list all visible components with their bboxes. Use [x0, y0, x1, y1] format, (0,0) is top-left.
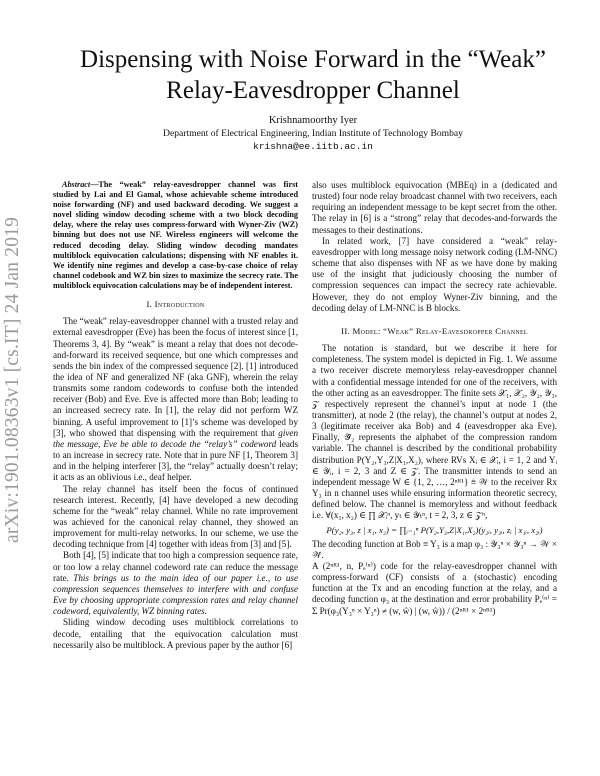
abstract-lead: Abstract	[62, 180, 91, 189]
intro-paragraph-2: The relay channel has itself been the focus of continued research interest. Recently, [4] have developed a new decoding scheme for the “weak” relay channel. While no rate improvement was achieved for the canonical relay channel, they showed an improvement for multi-relay networks. In our scheme, we use the decoding technique from [4] together with ideas from [3] and [5].	[53, 483, 298, 550]
right-column	[312, 180, 557, 617]
section-heading-model: II. Model: “Weak” Relay-Eavesdropper Channel	[341, 325, 528, 336]
code-definition-paragraph: A (2ⁿᴿ¹, n, Pₑ⁽ⁿ⁾) code for the relay-eavesdropper channel with compress-forward (CF) consists of a (stochastic) encoding function at the Tx and an encoding function at the relay, and a decoding function φ₃ at the destination and error probability Pₑ⁽ⁿ⁾ = Σ Pr(φ₃(Y₃ⁿ × Y₃ⁿ) ≠ (w, ŵ) | (w, ŵ)) / (2ⁿᴿ¹ × 2ⁿᴿ¹)	[312, 561, 557, 616]
left-column	[53, 180, 298, 651]
author-name: Krishnamoorthy Iyer	[268, 115, 358, 126]
intro-paragraph-3: Both [4], [5] indicate that too high a compression sequence rate, or too low a relay channel codeword rate can reduce the message rate. This brings us to the main idea of our paper i.e., to use compression sequences themselves to interfere with and confuse Eve by choosing appropriate compression rates and relay channel codeword, equivalently, WZ binning rates.	[53, 550, 298, 617]
related-work-paragraph: In related work, [7] have considered a “weak” relay-eavesdropper with long message noisy network coding (LM-NNC) scheme that also dispenses with NF as we have done by making use of the insight that judiciously choosing the number of compression sequences can impact the secrecy rate achievable. However, they do not employ Wyner-Ziv binning, and the decoding delay of LM-NNC is B blocks.	[312, 235, 557, 313]
abstract	[53, 180, 298, 291]
author-affiliation: Department of Electrical Engineering, Indian Institute of Technology Bombay	[163, 128, 463, 139]
intro-paragraph-4: Sliding window decoding uses multiblock correlations to decode, entailing that the equivocation calculation must necessarily also be multiblock. A previous paper by the author [6]	[53, 617, 298, 650]
channel-equation: P(y₂, y₃, z | x₁, x₂) = ∏ᵢ₌₁ⁿ P(Y₂,Y₃,Z|X₁,X₂)(y₂ᵢ, y₃ᵢ, zᵢ | x₁ᵢ, x₂ᵢ)	[326, 524, 543, 535]
intro-paragraph-continued: also uses multiblock equivocation (MBEq) in a (dedicated and trusted) four node relay broadcast channel with two receivers, each requiring an independent message to be kept secret from the other. The relay in [6] is a “strong” relay that decodes-and-forwards the messages to their destinations.	[312, 180, 557, 235]
author-email[interactable]: krishna@ee.iitb.ac.in	[253, 141, 373, 152]
section-heading-introduction: I. Introduction	[146, 299, 205, 310]
arxiv-stamp: arXiv:1901.08363v1 [cs.IT] 24 Jan 2019	[2, 216, 23, 544]
intro-paragraph-1: The “weak” relay-eavesdropper channel with a trusted relay and external eavesdropper (Eve) has been the focus of interest since [1, Theorems 3, 4]. By “weak” is meant a relay that does not decode-and-forward its received sequence, but one which compresses and sends the bin index of the compressed sequence [2]. [1] introduced the idea of NF and generalized NF (aka GNF), wherein the relay transmits some random codewords to confuse both the intended receiver (Bob) and Eve. Eve is affected more than Bob; leading to an increased secrecy rate. In [1], the relay did not perform WZ binning. A useful improvement to [1]’s scheme was developed by [3], who showed that dispensing with the requirement that given the message, Eve be able to decode the “relay’s” codeword leads to an increase in secrecy rate. Note that in pure NF [1, Theorem 3] and in the helping interferer [3], the “relay” actually doesn’t relay; it acts as an oblivious i.e., deaf helper.	[53, 316, 298, 483]
model-paragraph-1: The notation is standard, but we describe it here for completeness. The system model is depicted in Fig. 1. We assume a two receiver discrete memoryless relay-eavesdropper channel with a confidential message intended for one of the receivers, with the other acting as an eavesdropper. The finite sets 𝒳₁, 𝒳₂, 𝒴₂, 𝒴₃, 𝒵 respectively represent the channel’s input at node 1 (the transmitter), at node 2 (the relay), the channel’s output at nodes 2, 3 (legitimate receiver aka Bob) and 4 (eavesdropper aka Eve). Finally, 𝒴̂₂ represents the alphabet of the compression random variable. The channel is described by the conditional probability distribution P(Y₂,Y₃,Z|X₁,X₂), where RVs Xᵢ ∈ 𝒳ᵢ, i = 1, 2 and Yᵢ ∈ 𝒴ᵢ, i = 2, 3 and Z ∈ 𝒵. The transmitter intends to send an independent message W ∈ {1, 2, …, 2ⁿᴿ¹} ≜ 𝒲 to the receiver Rx Y₃ in n channel uses while ensuring information theoretic secrecy, defined below. The channel is memoryless and without feedback i.e. ∀(x₁, x₂) ∈ ∏ 𝒳ᵢⁿ, yₜ ∈ 𝒴ₜⁿ, t = 2, 3, z ∈ 𝒵ⁿ,	[312, 343, 557, 521]
abstract-body: —The “weak” relay-eavesdropper channel was first studied by Lai and El Gamal, whose achievable scheme introduced noise forwarding (NF) and used backward decoding. We suggest a novel sliding window decoding scheme with a two block decoding delay, where the relay uses compress-forward with Wyner-Ziv (WZ) binning but does not use NF. Wireless engineers will welcome the reduced decoding delay. Sliding window decoding mandates multiblock equivocation calculations; dispensing with NF enables it. We identify nine regimes and develop a case-by-case choice of relay channel codebook and WZ bin sizes to maximize the secrecy rate. The multiblock equivocation calculations may be of independent interest.	[53, 180, 298, 290]
decoding-function-paragraph: The decoding function at Bob ≡ Y₃ is a map φ₃ : 𝒴₃ⁿ × 𝒴₃ⁿ → 𝒲 × 𝒲̂.	[312, 538, 557, 560]
paper-title: Dispensing with Noise Forward in the “Weak” Relay-Eavesdropper Channel	[80, 46, 546, 104]
